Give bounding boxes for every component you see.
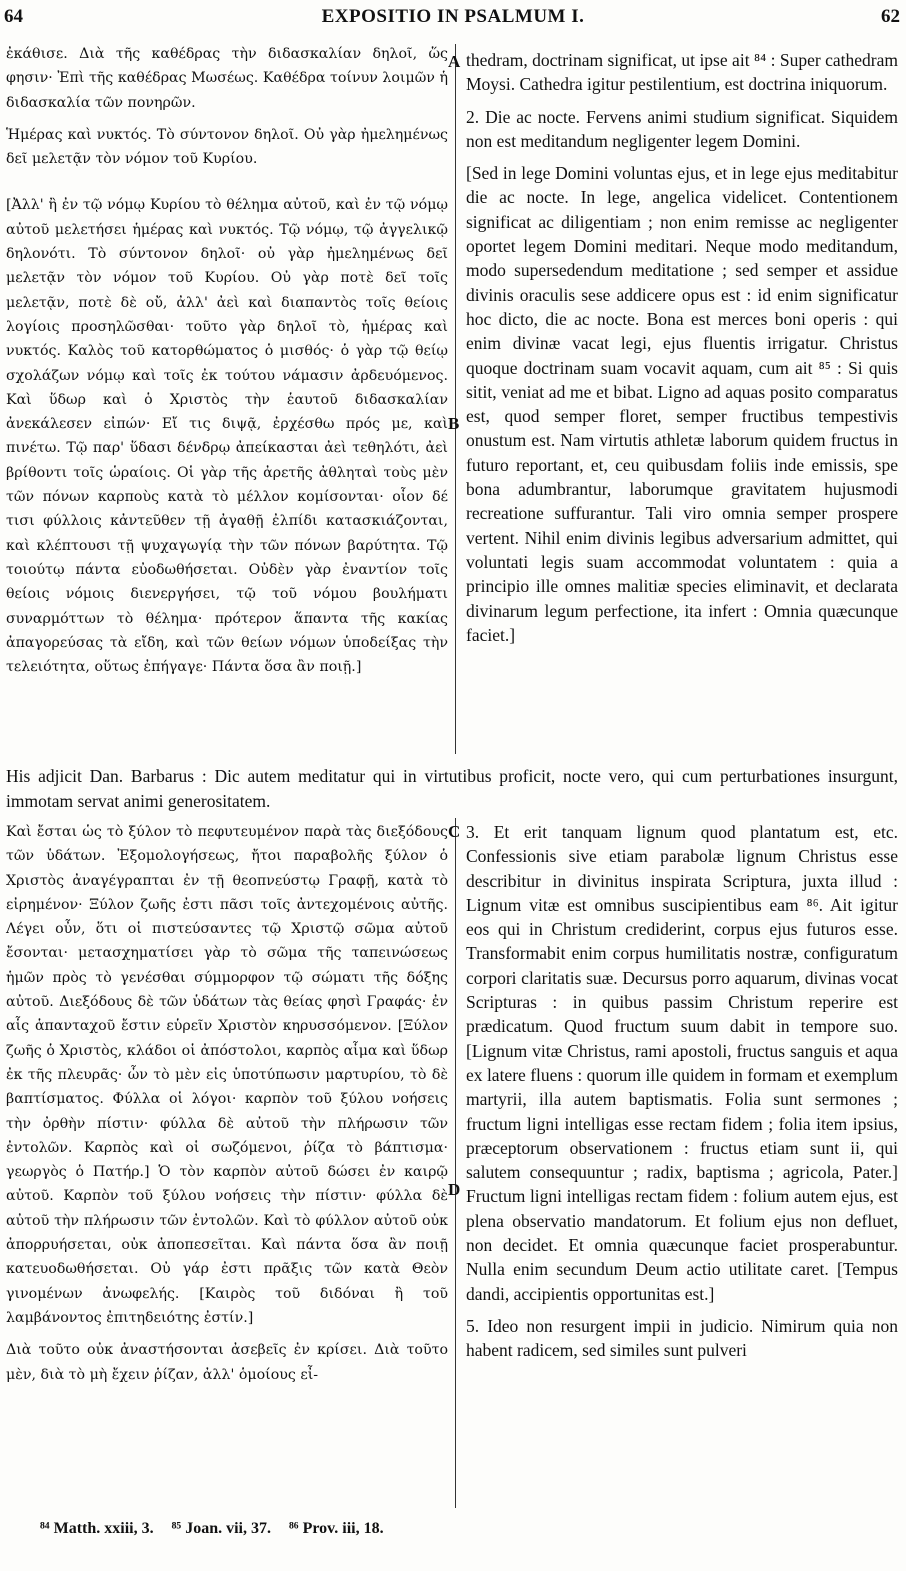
footnote: ⁸⁶ Prov. iii, 18.: [288, 1520, 384, 1537]
greek-column-bottom: [6, 820, 448, 1387]
footnote: ⁸⁵ Joan. vii, 37.: [171, 1520, 271, 1537]
margin-letter-c: C: [448, 822, 461, 841]
margin-letter-a: A: [448, 52, 461, 71]
page-number-left: 64: [4, 6, 23, 27]
editor-note: His adjicit Dan. Barbarus : Dic autem meditatur qui in virtutibus proficit, nocte vero, qui cum perturbationes insurgunt, immotam servat animi generositatem.: [6, 766, 898, 811]
greek-paragraph: ἐκάθισε. Διὰ τῆς καθέδρας τὴν διδασκαλίαν δηλοῖ, ὥς φησιν· Ἐπὶ τῆς καθέδρας Μωσέως. Καθέδρα τοίνυν λοιμῶν ἡ διδασκαλία τῶν πονηρῶν.: [6, 46, 448, 111]
margin-letter-d: D: [448, 1180, 461, 1199]
column-divider-bottom: [455, 818, 456, 1508]
page-number-right: 62: [881, 6, 900, 27]
footnote: ⁸⁴ Matth. xxiii, 3.: [40, 1520, 154, 1537]
page-header: [0, 0, 906, 40]
latin-paragraph: 3. Et erit tanquam lignum quod plantatum est, etc. Confessionis sive etiam parabolæ lignum Christus esse describitur in divinitus inspirata Scriptura, juxta illud : Lignum vitæ est omnibus suscipientibus eam ⁸⁶. Ait igitur eos qui in Christum crediderint, corpus ejus futuros esse. Transformabit enim corpus humilitatis nostræ, configuratum corpori claritatis suæ. Decursus porro aquarum, divinas vocat Scripturas : in quibus passim Christum reperire est prædicatum. Quod fructum suum dabit in tempore suo. [Lignum vitæ Christus, rami apostoli, fructus sanguis et aqua ex latere fluens : quorum ille quidem in formam et exemplum martyrii, illa autem baptismatis. Folia sunt sermones ; fructum ligni intelligas esse rectam fidem ; folia item ipsius, præceptorum observationem : fructus etiam sunt ii, qui salutem consequuntur ; radix, baptisma ; agricola, Pater.] Fructum ligni intelligas rectam fidem : folium autem ejus, est plena observatio mandatorum. Et folium ejus non defluet, non decidet. Et omnia quæcunque faciet prosperabuntur. Nulla enim secundum Deum actio utilitate caret. [Tempus dandi, accipientis opportunitas est.]: [466, 822, 898, 1304]
greek-column-top: [6, 42, 448, 679]
latin-paragraph: 2. Die ac nocte. Fervens animi studium significat. Siquidem non est meditandum negligenter legem Domini.: [466, 106, 898, 151]
greek-paragraph: Καὶ ἔσται ὡς τὸ ξύλον τὸ πεφυτευμένον παρὰ τὰς διεξόδους τῶν ὑδάτων. Ἐξομολογήσεως, ἤτοι παραβολῆς ξύλον ὁ Χριστὸς ἀναγέγραπται ἐν τῇ θεοπνεύστῳ Γραφῇ, κατὰ τὸ εἰρημένον· Ξύλον ζωῆς ἐστι πᾶσι τοῖς ἀντεχομένοις αὐτῆς. Λέγει οὖν, ὅτι οἱ πιστεύσαντες τῷ Χριστῷ σῶμα αὐτοῦ ἔσονται· μετασχηματίσει γὰρ τὸ σῶμα τῆς ταπεινώσεως ἡμῶν πρὸς τὸ γενέσθαι σύμμορφον τῷ σώματι τῆς δόξης αὐτοῦ. Διεξόδους δὲ τῶν ὑδάτων τὰς θείας φησὶ Γραφάς· ἐν αἷς ἁπανταχοῦ ἔστιν εὑρεῖν Χριστὸν κηρυσσόμενον. [Ξύλον ζωῆς ὁ Χριστὸς, κλάδοι οἱ ἀπόστολοι, καρπὸς αἷμα καὶ ὕδωρ ἐκ τῆς πλευρᾶς· ὧν τὸ μὲν εἰς ὑποτύπωσιν μαρτυρίου, τὸ δὲ βαπτίσματος. Φύλλα οἱ λόγοι· καρπὸν τοῦ ξύλου νοήσεις τὴν ὀρθὴν πίστιν· φύλλα δὲ αὐτοῦ τὴν πλήρωσιν τῶν ἐντολῶν. Καρπὸς καὶ οἱ σωζόμενοι, ῥίζα τὸ βάπτισμα· γεωργὸς ὁ Πατήρ.] Ὁ τὸν καρπὸν αὐτοῦ δώσει ἐν καιρῷ αὐτοῦ. Καρπὸν τοῦ ξύλου νοήσεις τὴν πίστιν· φύλλα δὲ αὐτοῦ τὴν πλήρωσιν τῶν ἐντολῶν. Καὶ τὸ φύλλον αὐτοῦ οὐκ ἀπορρυήσεται, οὐκ ἀποπεσεῖται. Καὶ πάντα ὅσα ἂν ποιῇ κατευοδωθήσεται. Οὐ γάρ ἐστι πρᾶξις τῶν κατὰ Θεὸν γινομένων ἀνωφελής. [Καιρὸς τοῦ διδόναι ἢ τοῦ λαμβάνοντος ἐπιτηδειότης ἐστίν.]: [6, 824, 448, 1326]
latin-column-bottom: [466, 820, 898, 1363]
footnotes: [40, 1520, 640, 1538]
running-title: EXPOSITIO IN PSALMUM I.: [321, 6, 585, 27]
latin-paragraph: thedram, doctrinam significat, ut ipse ait ⁸⁴ : Super cathedram Moysi. Cathedra igitur pestilentium, est doctrina iniquorum.: [466, 50, 898, 95]
greek-paragraph: Διὰ τοῦτο οὐκ ἀναστήσονται ἀσεβεῖς ἐν κρίσει. Διὰ τοῦτο μὲν, διὰ τὸ μὴ ἔχειν ῥίζαν, ἀλλ' ὁμοίους εἶ-: [6, 1342, 448, 1383]
latin-paragraph: 5. Ideo non resurgent impii in judicio. Nimirum quia non habent radicem, sed similes sunt pulveri: [466, 1315, 898, 1361]
column-divider-top: [455, 44, 456, 754]
latin-column-top: [466, 48, 898, 647]
greek-paragraph: [Ἀλλ' ἢ ἐν τῷ νόμῳ Κυρίου τὸ θέλημα αὐτοῦ, καὶ ἐν τῷ νόμῳ αὐτοῦ μελετήσει ἡμέρας καὶ νυκτός. Τῷ νόμῳ, τῷ ἀγγελικῷ δηλονότι. Τὸ σύντονον δηλοῖ· οὐ γὰρ ἠμελημένως δεῖ μελετᾷν τὸν νόμον τοῦ Κυρίου. Οὐ γὰρ ποτὲ δεῖ τοῖς μελετᾷν, ποτὲ δὲ οὔ, ἀλλ' ἀεὶ καὶ διαπαντὸς τοῖς θείοις λογίοις προσηλῶσθαι· τοῦτο γὰρ δηλοῖ τὸ, ἡμέρας καὶ νυκτός. Καλὸς τοῦ κατορθώματος ὁ μισθός· ὁ γὰρ τῷ θείῳ σχολάζων νόμῳ καὶ τοῖς ἐκ τούτου νάμασιν ἀρδευόμενος. Καὶ ὕδωρ καὶ ὁ Χριστὸς τὴν ἑαυτοῦ διδασκαλίαν ἀνεκάλεσεν εἰπών· Εἴ τις διψᾷ, ἐρχέσθω πρός με, καὶ πινέτω. Τῷ παρ' ὕδασι δένδρῳ ἀπείκασται ἀεὶ τεθηλότι, ἀεὶ βρίθοντι τοῖς ὡραίοις. Οἱ γὰρ τῆς ἀρετῆς ἀθληταὶ τοὺς μὲν τῶν πόνων καρποὺς κατὰ τὸ μέλλον κομίσονται· οἷον δέ τισι φύλλοις κἀντεῦθεν τῇ ἀγαθῇ ἐλπίδι κατασκιάζονται, καὶ κλέπτουσι τῇ ψυχαγωγίᾳ τὴν τῶν πόνων βαρύτητα. Τῷ τοιούτῳ πάντα εὐοδωθήσεται. Οὐδὲν γὰρ ἐναντίον τοῖς θείοις νόμοις διενεργήσει, τῷ τοῦ νόμου βουλήματι συναρμόττων τὸ θέλημα· πρότερον ἅπαντα τῆς κακίας ἀπαγορεύσας τὰ εἴδη, καὶ τῶν θείων νόμων ὑποδείξας τὴν τελειότητα, οὕτως ἐπήγαγε· Πάντα ὅσα ἂν ποιῇ.]: [6, 197, 448, 676]
greek-paragraph: Ἡμέρας καὶ νυκτός. Τὸ σύντονον δηλοῖ. Οὐ γὰρ ἠμελημένως δεῖ μελετᾷν τὸν νόμον τοῦ Κυρίου.: [6, 126, 448, 168]
latin-paragraph: [Sed in lege Domini voluntas ejus, et in lege ejus meditabitur die ac nocte. In lege, angelica videlicet. Contentionem significat ac diligentiam ; non enim remisse ac negligenter oportet legem Domini meditari. Neque modo meditandum, modo supersedendum meditatione ; sed semper et assidue divinis oraculis sese addicere opus est : id enim significatur hoc dicto, die ac nocte. Bona est merces boni operis : qui enim divinæ vacat legi, ejus fluentis irrigatur. Christus quoque doctrinam suam vocavit aquam, cum ait ⁸⁵ : Si quis sitit, veniat ad me et bibat. Ligno ad aquas posito comparatus est, quod semper floret, semper fructibus tempestivis onustum est. Nam virtutis athletæ laborum quidem fructus in futuro reportant, et, ceu quibusdam foliis inde emissis, spe bona adumbrantur, laborumque gravitatem hujusmodi recreatione suffurantur. Tali viro omnia semper prospere vertent. Nihil enim divinis legibus adversarium admittet, qui voluntati legis suam accommodat voluntatem : quia a principio ille omnes malitiæ species eliminavit, et declarata divinarum legum perfectione, ita infert : Omnia quæcunque faciet.]: [466, 163, 898, 645]
margin-letter-b: B: [448, 414, 460, 433]
